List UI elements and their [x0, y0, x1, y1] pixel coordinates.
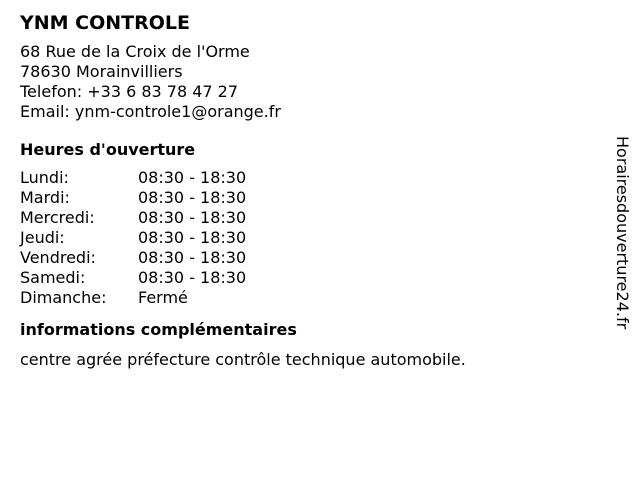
address-block: [20, 42, 600, 122]
day-label: Jeudi:: [20, 228, 65, 247]
hours-row-sunday: [20, 288, 600, 308]
business-name: YNM CONTROLE: [20, 12, 191, 34]
phone-line: Telefon: +33 6 83 78 47 27: [20, 82, 239, 101]
day-label: Mardi:: [20, 188, 70, 207]
day-label: Lundi:: [20, 168, 69, 187]
time-range: 08:30 - 18:30: [138, 208, 247, 227]
time-range: Fermé: [138, 288, 188, 307]
hours-row-friday: [20, 248, 600, 268]
hours-row-thursday: [20, 228, 600, 248]
day-label: Vendredi:: [20, 248, 96, 267]
info-heading: informations complémentaires: [20, 320, 297, 339]
day-label: Dimanche:: [20, 288, 107, 307]
time-range: 08:30 - 18:30: [138, 188, 247, 207]
time-range: 08:30 - 18:30: [138, 248, 247, 267]
hours-row-saturday: [20, 268, 600, 288]
time-range: 08:30 - 18:30: [138, 228, 247, 247]
brand-watermark: Horairesdouverture24.fr: [613, 136, 632, 330]
time-range: 08:30 - 18:30: [138, 268, 247, 287]
address-line-street: 68 Rue de la Croix de l'Orme: [20, 42, 250, 61]
day-label: Mercredi:: [20, 208, 95, 227]
hours-row-wednesday: [20, 208, 600, 228]
address-line-city: 78630 Morainvilliers: [20, 62, 183, 81]
hours-heading: Heures d'ouverture: [20, 140, 196, 159]
info-description: centre agrée préfecture contrôle technique automobile.: [20, 350, 466, 369]
time-range: 08:30 - 18:30: [138, 168, 247, 187]
hours-row-tuesday: [20, 188, 600, 208]
business-card: [20, 10, 600, 370]
hours-row-monday: [20, 168, 600, 188]
hours-table: [20, 168, 600, 308]
email-line: Email: ynm-controle1@orange.fr: [20, 102, 281, 121]
day-label: Samedi:: [20, 268, 86, 287]
